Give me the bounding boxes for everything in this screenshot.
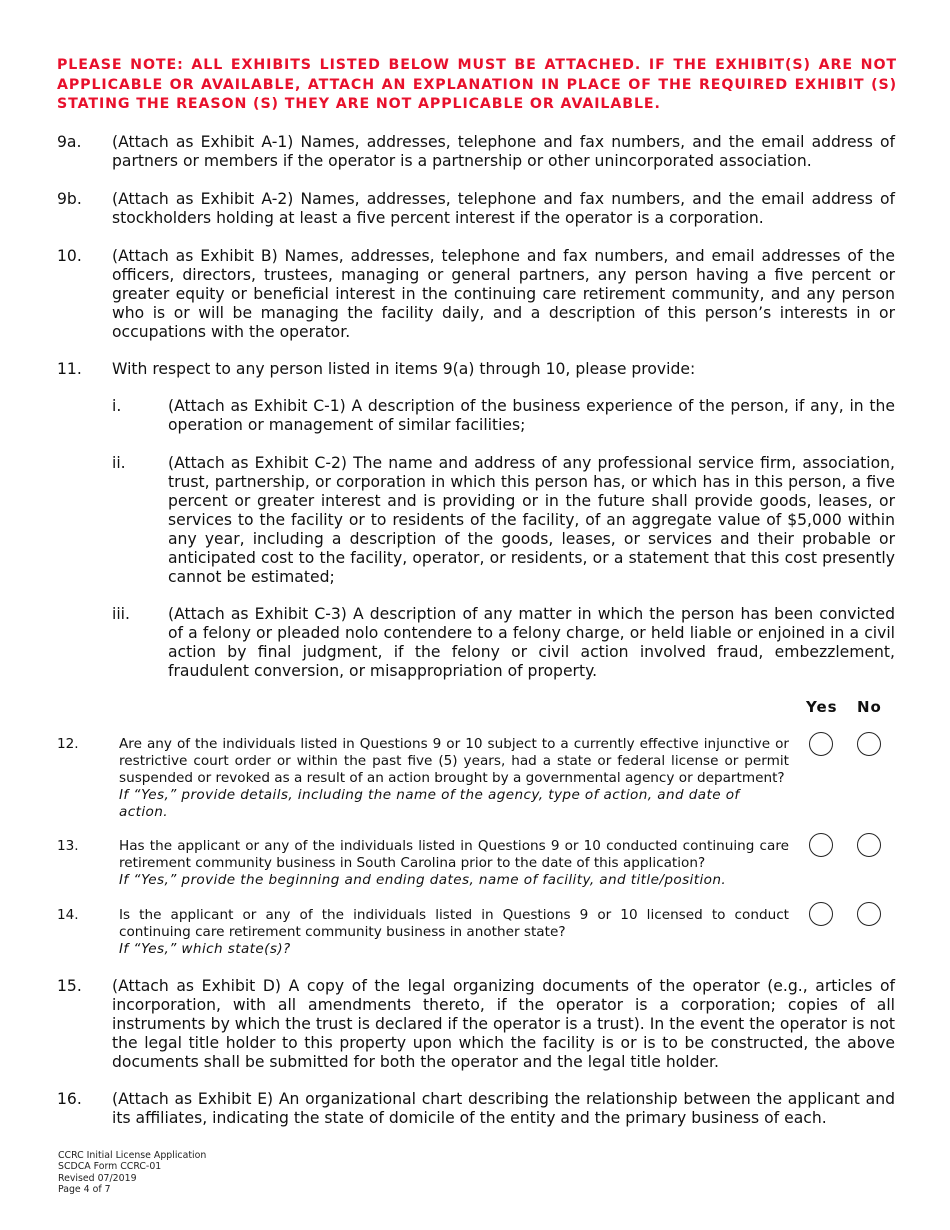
question-text: Is the applicant or any of the individuals listed in Questions 9 or 10 licensed to conduct continuing care retirement community business in another state? <box>119 907 789 940</box>
item-number: 11. <box>57 360 82 378</box>
subitem-text: (Attach as Exhibit C-3) A description of any matter in which the person has been convicted of a felony or pleaded nolo contendere to a felony charge, or held liable or enjoined in a civil action by final judgment, if the felony or civil action involved fraud, embezzlement, fraudulent conversion, or misappropriation of property. <box>168 605 895 680</box>
item-number: 9a. <box>57 133 82 151</box>
question-followup: If “Yes,” provide the beginning and ending dates, name of facility, and title/position. <box>119 872 727 888</box>
item-number: 10. <box>57 247 82 265</box>
subitem-number: iii. <box>112 605 130 623</box>
question-followup: If “Yes,” which state(s)? <box>119 941 291 957</box>
question-12-yes-radio[interactable] <box>809 732 833 756</box>
question-text: Are any of the individuals listed in Questions 9 or 10 subject to a currently effective injunctive or restrictive court order or within the past five (5) years, had a state or federal license or permit suspended or revoked as a result of an action brought by a governmental agency or department? <box>119 736 789 786</box>
question-13 <box>57 838 789 889</box>
subitem-ii <box>112 454 895 587</box>
question-number: 13. <box>57 838 79 854</box>
question-followup: If “Yes,” provide details, including the name of the agency, type of action, and date of action. <box>119 787 740 820</box>
footer-form-number: SCDCA Form CCRC-01 <box>58 1161 162 1173</box>
item-text: With respect to any person listed in items 9(a) through 10, please provide: <box>112 360 696 378</box>
item-number: 9b. <box>57 190 82 208</box>
question-13-no-radio[interactable] <box>857 833 881 857</box>
item-number: 16. <box>57 1090 82 1108</box>
attachment-note: PLEASE NOTE: ALL EXHIBITS LISTED BELOW MUST BE ATTACHED. IF THE EXHIBIT(S) ARE NOT APPLICABLE OR AVAILABLE, ATTACH AN EXPLANATION IN PLACE OF THE REQUIRED EXHIBIT (S) STATING THE REASON (S) THEY ARE NOT APPLICABLE OR AVAILABLE. <box>57 57 897 112</box>
question-14 <box>57 907 789 958</box>
question-14-yes-radio[interactable] <box>809 902 833 926</box>
item-15 <box>57 977 895 1072</box>
question-12-no-radio[interactable] <box>857 732 881 756</box>
footer-revision: Revised 07/2019 <box>58 1172 137 1184</box>
question-13-yes-radio[interactable] <box>809 833 833 857</box>
item-10 <box>57 247 895 342</box>
subitem-text: (Attach as Exhibit C-2) The name and address of any professional service firm, association, trust, partnership, or corporation in which this person has, or which has in this person, a five percent or greater interest and is providing or in the future shall provide goods, leases, or services to the facility or to residents of the facility, of an aggregate value of $5,000 within any year, including a description of the goods, leases, or services and their probable or anticipated cost to the facility, operator, or residents, or a statement that this cost presently cannot be estimated; <box>168 454 895 586</box>
question-14-no-radio[interactable] <box>857 902 881 926</box>
item-text: (Attach as Exhibit E) An organizational chart describing the relationship between the applicant and its affiliates, indicating the state of domicile of the entity and the primary business of each. <box>112 1090 895 1127</box>
subitem-number: i. <box>112 397 122 415</box>
item-9a <box>57 133 895 171</box>
question-text: Has the applicant or any of the individuals listed in Questions 9 or 10 conducted continuing care retirement community business in South Carolina prior to the date of this application? <box>119 838 789 871</box>
subitem-iii <box>112 605 895 681</box>
footer-form-title: CCRC Initial License Application <box>58 1150 207 1161</box>
page-footer <box>58 1150 206 1196</box>
item-9b <box>57 190 895 228</box>
question-12 <box>57 736 789 821</box>
item-text: (Attach as Exhibit B) Names, addresses, telephone and fax numbers, and email addresses of the officers, directors, trustees, managing or general partners, any person having a five percent or greater equity or beneficial interest in the continuing care retirement community, and any person who is or will be managing the facility daily, and a description of this person’s interests in or occupations with the operator. <box>112 247 895 341</box>
no-column-header: No <box>857 698 882 716</box>
question-number: 12. <box>57 736 79 752</box>
footer-page-number: Page 4 of 7 <box>58 1184 111 1196</box>
item-text: (Attach as Exhibit A-1) Names, addresses, telephone and fax numbers, and the email address of partners or members if the operator is a partnership or other unincorporated association. <box>112 133 895 170</box>
item-number: 15. <box>57 977 82 995</box>
item-text: (Attach as Exhibit D) A copy of the legal organizing documents of the operator (e.g., articles of incorporation, with all amendments thereto, if the operator is a corporation; copies of all instruments by which the trust is declared if the operator is a trust). In the event the operator is not the legal title holder to this property upon which the facility is or is to be constructed, the above documents shall be submitted for both the operator and the legal title holder. <box>112 977 895 1071</box>
question-number: 14. <box>57 907 79 923</box>
subitem-i <box>112 397 895 435</box>
yes-column-header: Yes <box>806 698 838 716</box>
item-11 <box>57 360 895 379</box>
subitem-text: (Attach as Exhibit C-1) A description of the business experience of the person, if any, in the operation or management of similar facilities; <box>168 397 895 434</box>
item-text: (Attach as Exhibit A-2) Names, addresses, telephone and fax numbers, and the email address of stockholders holding at least a five percent interest if the operator is a corporation. <box>112 190 895 227</box>
item-16 <box>57 1090 895 1128</box>
subitem-number: ii. <box>112 454 126 472</box>
